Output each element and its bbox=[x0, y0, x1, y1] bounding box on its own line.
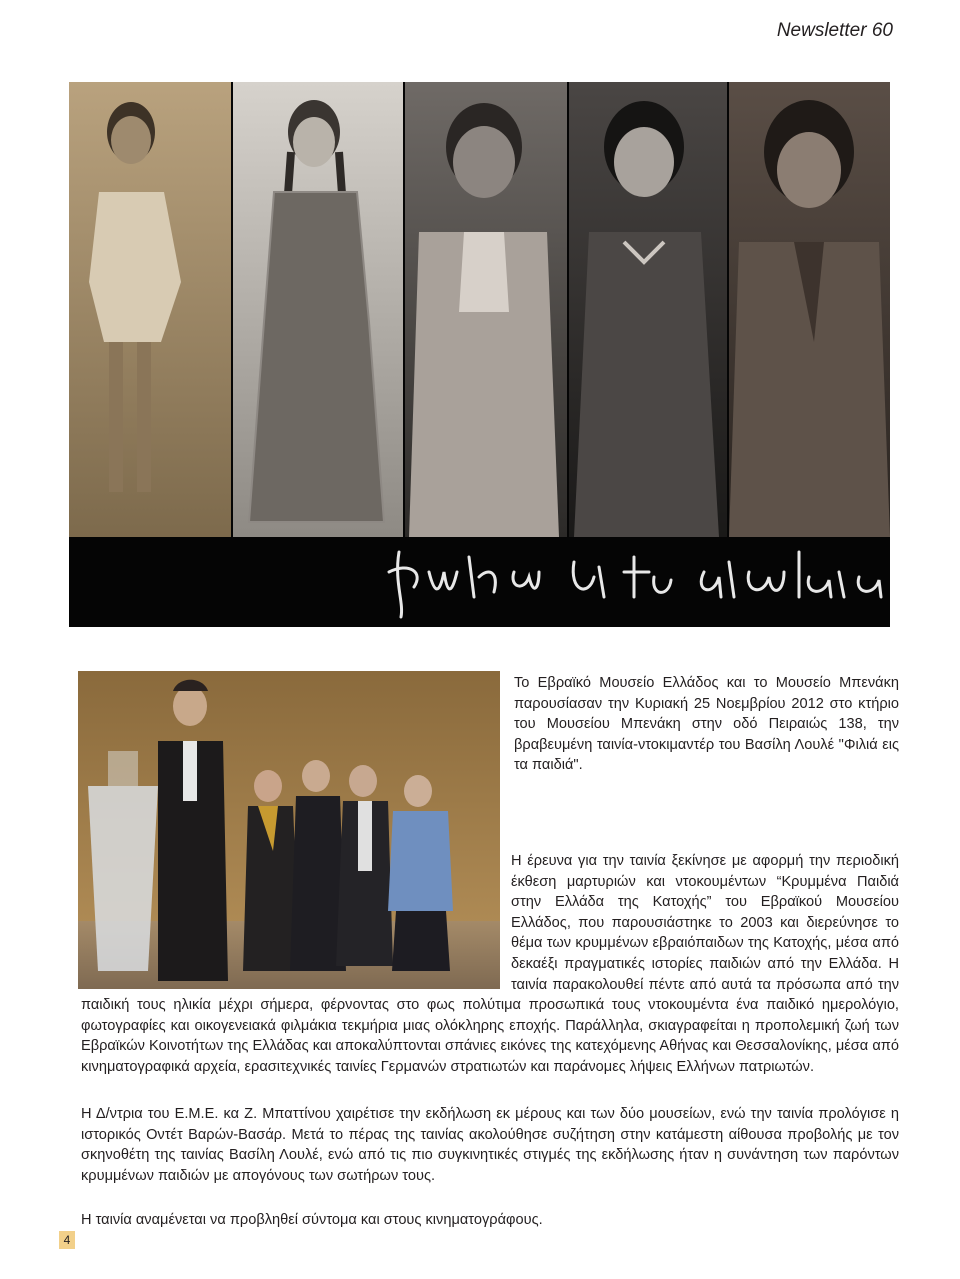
article-paragraph-3: Η ταινία αναμένεται να προβληθεί σύντομα και στους κινηματογράφους. bbox=[81, 1212, 543, 1228]
article-paragraph-1: Η έρευνα για την ταινία ξεκίνησε με αφορμή την περιοδική έκθεση μαρτυριών και ντοκουμέντων “Κρυμμένα Παιδιά στην Ελλάδα της Κατοχής” του Εβραϊκού Μουσείου Ελλάδος, που παρουσιάστηκε το 2003 και διερεύνησε το θέμα των κρυμμένων εβραιόπαιδων της Κατοχής, μέσα από δεκαέξι πραγματικές ιστορίες παιδιών από την Ελλάδα. Η ταινία παρακολουθεί πέντε από αυτά τα πρόσωπα από την παιδική τους ηλικία μέχρι σήμερα, φέρνοντας στο φως πολύτιμα προσωπικά τους ντοκουμέντα ένα παιδικό ημερολόγιο, φωτογραφίες και οικογενειακά φιλμάκια τεκμήρια μιας ολόκληρης εποχής. Παράλληλα, σκιαγραφείται η προπολεμική ζωή των Εβραϊκών Κοινοτήτων της Ελλάδας και αποκαλύπτονται σπάνιες εικόνες της κατεχόμενης Αθήνας και Θεσσαλονίκης, μέσα από κινηματογραφικά αρχεία, ερασιτεχνικές ταινίες Γερμανών στρατιωτών και παράνομες λήψεις Ελλήνων πατριωτών. bbox=[81, 853, 899, 1075]
film-poster-children-portraits-icon bbox=[69, 82, 890, 627]
newsletter-title: Newsletter 60 bbox=[776, 20, 893, 41]
photo-wrap-spacer bbox=[81, 851, 511, 995]
page-number: 4 bbox=[59, 1231, 75, 1249]
film-poster bbox=[69, 82, 890, 627]
article-paragraph-1-container bbox=[81, 851, 899, 1078]
article-paragraph-2: Η Δ/ντρια του Ε.Μ.Ε. κα Ζ. Μπαττίνου χαιρέτισε την εκδήλωση εκ μέρους και των δύο μουσείων, ενώ την ταινία προλόγισε η ιστορικός Οντέτ Βαρών-Βασάρ. Μετά το πέρας της ταινίας ακολούθησε συζήτηση στην κατάμεστη αίθουσα προβολής με τον σκηνοθέτη της ταινίας Βασίλη Λουλέ, ενώ από τις πιο συγκινητικές στιγμές της εκδήλωσης ήταν η συνάντηση των παρόντων κρυμμένων παιδιών με απογόνους των σωτήρων τους. bbox=[81, 1106, 899, 1184]
article-intro: Το Εβραϊκό Μουσείο Ελλάδος και το Μουσείο Μπενάκη παρουσίασαν την Κυριακή 25 Νοεμβρίου 2012 στο κτήριο του Μουσείου Μπενάκη στην οδό Πειραιώς 138, την βραβευμένη ταινία-ντοκιμαντέρ του Βασίλη Λουλέ "Φιλιά εις τα παιδιά". bbox=[514, 675, 899, 774]
